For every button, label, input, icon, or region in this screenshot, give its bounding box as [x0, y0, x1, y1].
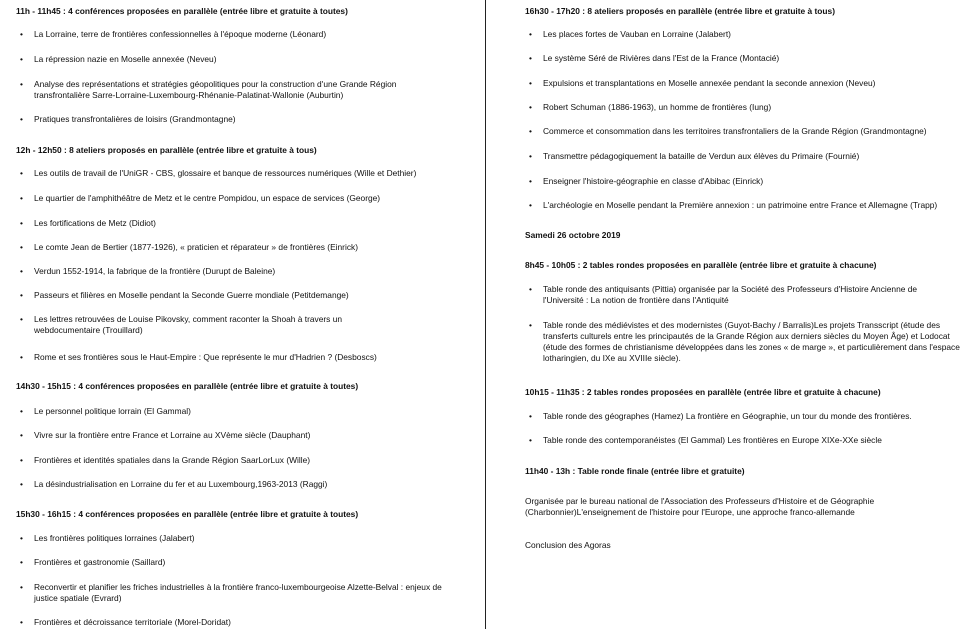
list-item: • Commerce et consommation dans les territoires transfrontaliers de la Grande Région (Grandmontagne) [525, 126, 927, 137]
list-item: • Enseigner l'histoire-géographie en classe d'Abibac (Einrick) [525, 176, 763, 187]
list-item: • Le quartier de l'amphithéâtre de Metz et le centre Pompidou, un espace de services (George) [16, 193, 380, 204]
section-heading: 12h - 12h50 : 8 ateliers proposés en parallèle (entrée libre et gratuite à tous) [16, 145, 317, 155]
list-item: • Robert Schuman (1886-1963), un homme de frontières (Iung) [525, 102, 771, 113]
list-item: • Table ronde des médiévistes et des modernistes (Guyot-Bachy / Barralis)Les projets Transscript (étude des transferts culturels entre les principautés de la Grande Région aux derniers siècles du Moyen Âge) et Lodocat (étude des formes de christianisme développées dans les zones « de marge », et particulièrement dans l'espace lotharingien, du IXe au XVIIIe siècle). [525, 320, 968, 364]
list-item: • Expulsions et transplantations en Moselle annexée pendant la seconde annexion (Neveu) [525, 78, 875, 89]
list-item: • Passeurs et filières en Moselle pendant la Seconde Guerre mondiale (Petitdemange) [16, 290, 349, 301]
list-item: • Verdun 1552-1914, la fabrique de la frontière (Durupt de Baleine) [16, 266, 275, 277]
list-item: • Table ronde des contemporanéistes (El Gammal) Les frontières en Europe XIXe-XXe siècle [525, 435, 882, 446]
list-item: • Vivre sur la frontière entre France et Lorraine au XVème siècle (Dauphant) [16, 430, 310, 441]
list-item: • Le comte Jean de Bertier (1877-1926), « praticien et réparateur » de frontières (Einrick) [16, 242, 358, 253]
list-item: • Reconvertir et planifier les friches industrielles à la frontière franco-luxembourgeoise Alzette-Belval : enjeux de justice spatiale (Evrard) [16, 582, 452, 604]
section-heading: 14h30 - 15h15 : 4 conférences proposées en parallèle (entrée libre et gratuite à toutes) [16, 381, 359, 391]
list-item: • Rome et ses frontières sous le Haut-Empire : Que représente le mur d'Hadrien ? (Desboscs) [16, 352, 377, 363]
column-divider [485, 0, 486, 629]
list-item: • Les frontières politiques lorraines (Jalabert) [16, 533, 195, 544]
list-item: • Frontières et gastronomie (Saillard) [16, 557, 165, 568]
list-item: • Table ronde des antiquisants (Pittia) organisée par la Société des Professeurs d'Histoire Ancienne de l'Université : La notion de frontière dans l'Antiquité [525, 284, 948, 306]
list-item: • Le système Séré de Rivières dans l'Est de la France (Montacié) [525, 53, 779, 64]
list-item: • La répression nazie en Moselle annexée (Neveu) [16, 54, 217, 65]
list-item: • Les fortifications de Metz (Didiot) [16, 218, 156, 229]
list-item: • Pratiques transfrontalières de loisirs (Grandmontagne) [16, 114, 236, 125]
section-heading: 8h45 - 10h05 : 2 tables rondes proposées en parallèle (entrée libre et gratuite à chacune) [525, 260, 877, 270]
list-item: • Les places fortes de Vauban en Lorraine (Jalabert) [525, 29, 731, 40]
paragraph: Organisée par le bureau national de l'Association des Professeurs d'Histoire et de Géographie (Charbonnier)L'enseignement de l'histoire pour l'Europe, une approche franco-allemande [525, 496, 875, 517]
list-item: • La désindustrialisation en Lorraine du fer et au Luxembourg,1963-2013 (Raggi) [16, 479, 327, 490]
list-item: • Frontières et décroissance territoriale (Morel-Doridat) [16, 617, 231, 628]
list-item: • Transmettre pédagogiquement la bataille de Verdun aux élèves du Primaire (Fournié) [525, 151, 859, 162]
list-item: • Analyse des représentations et stratégies géopolitiques pour la construction d'une Grande Région transfrontalière Sarre-Lorraine-Luxembourg-Rhénanie-Palatinat-Wallonie (Auburtin) [16, 79, 444, 101]
list-item: • Frontières et identités spatiales dans la Grande Région SaarLorLux (Wille) [16, 455, 310, 466]
list-item: • Les outils de travail de l'UniGR - CBS, glossaire et banque de ressources numériques (Wille et Dethier) [16, 168, 416, 179]
list-item: • La Lorraine, terre de frontières confessionnelles à l'époque moderne (Léonard) [16, 29, 326, 40]
list-item: • Table ronde des géographes (Hamez) La frontière en Géographie, un tour du monde des frontières. [525, 411, 912, 422]
section-heading: 15h30 - 16h15 : 4 conférences proposées en parallèle (entrée libre et gratuite à toutes) [16, 509, 359, 519]
section-heading: 16h30 - 17h20 : 8 ateliers proposés en parallèle (entrée libre et gratuite à tous) [525, 6, 835, 16]
section-heading: 11h40 - 13h : Table ronde finale (entrée libre et gratuite) [525, 466, 745, 476]
section-heading: 10h15 - 11h35 : 2 tables rondes proposées en parallèle (entrée libre et gratuite à chacune) [525, 387, 881, 397]
list-item: • L'archéologie en Moselle pendant la Première annexion : un patrimoine entre France et Allemagne (Trapp) [525, 200, 937, 211]
list-item: • Les lettres retrouvées de Louise Pikovsky, comment raconter la Shoah à travers un webdocumentaire (Trouillard) [16, 314, 374, 336]
section-heading: 11h - 11h45 : 4 conférences proposées en parallèle (entrée libre et gratuite à toutes) [16, 6, 348, 16]
list-item: • Le personnel politique lorrain (El Gammal) [16, 406, 191, 417]
date-heading: Samedi 26 octobre 2019 [525, 230, 621, 240]
conclusion-text: Conclusion des Agoras [525, 540, 611, 550]
